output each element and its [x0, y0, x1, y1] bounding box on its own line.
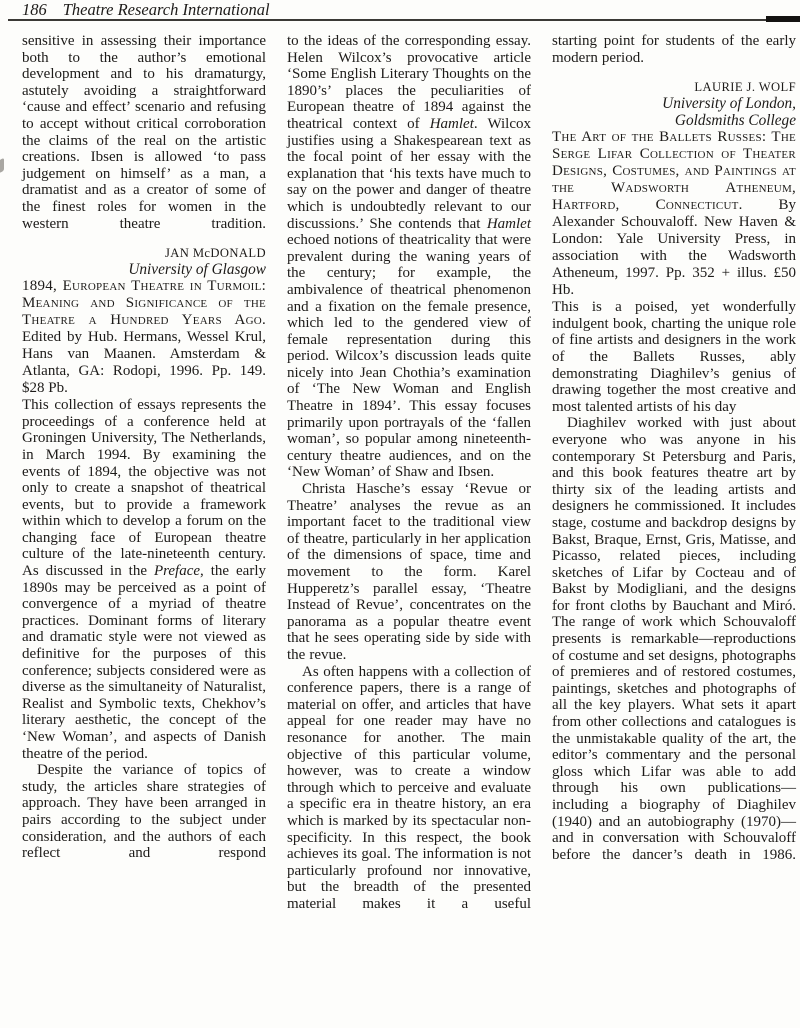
reviewer-affiliation-line1: University of London, — [662, 95, 796, 113]
journal-title: Theatre Research International — [62, 0, 270, 19]
turmoil-review-paragraph-3: to the ideas of the corresponding essay. Helen Wilcox’s provocative article ‘Some English Literary Thoughts on the 1890’s’ places the peculiarities of European theatre of 1894 against the theatrical context of Hamlet. Wilcox justifies using a Shakespearean text as the focal point of her essay with the explanation that ‘his texts have much to say on the power and danger of theatre which is undoubtedly relevant to our discussions.’ She contends that Hamlet echoed notions of theatricality that were prevalent during the waning years of the century; for example, the ambivalence of theatrical phenomenon and a fixation on the female presence, which led to the gendered view of female representation during this period. Wilcox’s discussion leads quite nicely into Jean Chothia’s examination of ‘The New Woman and English Theatre in 1894’. This essay focuses primarily upon portrayals of the ‘fallen woman’, so popular among nineteenth-century theatre audiences, and on the ‘New Woman’ of Shaw and Ibsen. — [287, 33, 531, 481]
ballets-review-paragraph-2: Diaghilev worked with just about everyone who was anyone in his contemporary St Petersburg and Paris, and this book features theatre art by thirty six of the leading artists and designers he commissioned. It includes stage, costume and backdrop designs by Bakst, Braque, Ernst, Gris, Matisse, and Picasso, related pieces, including sketches of Lifar by Cocteau and of Bakst by Modigliani, and the designs for front cloths by Bauchant and Miró. The range of work which Schouvaloff presents is remarkable—reproductions of costume and set designs, photographs of premieres and of restored costumes, paintings, sketches and photographs of all the key players. What sets it apart from other collections and catalogues is the unmistakable quality of the art, the editor’s commentary and the personal gloss which Lifar was able to add through his own publications—including a biography of Diaghilev (1940) and an autobiography (1970)—and in conversation with Schouvaloff before the dancer’s death in 1986. — [552, 415, 796, 863]
scan-artifact-rule-end — [766, 16, 800, 22]
book-heading-turmoil — [22, 278, 266, 397]
review-columns — [22, 33, 796, 912]
header-rule — [8, 19, 800, 21]
turmoil-review-paragraph-5: As often happens with a collection of conference papers, there is a range of material on offer, and articles that have appeal for one reader may have no resonance for another. The main objective of this particular volume, however, was to create a window through which to perceive and evaluate a specific era in theatre history, an era which is marked by its spectacular non-specificity. In this respect, the book achieves its goal. The information is not particularly profound nor innovative, but the breadth of the presented material makes it a useful — [287, 663, 531, 912]
reviewer-name: JAN McDONALD — [165, 246, 266, 261]
running-header — [22, 0, 270, 19]
reviewer-affiliation-line2: Goldsmiths College — [674, 112, 796, 130]
turmoil-review-paragraph-4: Christa Hasche’s essay ‘Revue or Theatre’ analyses the revue as an important facet to the traditional view of theatre, particularly in her application of the dimensions of space, time and movement to the form. Karel Hupperetz’s parallel essay, ‘Theatre Instead of Revue’, concentrates on the panorama as a popular theatre event that he sees operating side by side with the revue. — [287, 481, 531, 663]
turmoil-review-paragraph-2: Despite the variance of topics of study, the articles share strategies of approach. They have been arranged in pairs according to the subject under consideration, and the authors of each reflect and respond — [22, 762, 266, 862]
column-2 — [287, 33, 531, 912]
reviewer-name: LAURIE J. WOLF — [694, 80, 796, 95]
book-heading-ballets-russes — [552, 129, 796, 299]
book-title-smallcaps: 1894, European Theatre in Turmoil: Meaning and Significance of the Theatre a Hundred Years Ago. — [22, 278, 266, 329]
scan-artifact-left-edge — [0, 158, 4, 174]
book-publication-details: By Alexander Schouvaloff. New Haven & London: Yale University Press, in association with the Wadsworth Atheneum, 1997. Pp. 352 + illus. £50 Hb. — [552, 197, 796, 299]
reviewer-signature-wolf — [552, 79, 796, 129]
turmoil-review-paragraph-1: This collection of essays represents the proceedings of a conference held at Groningen University, The Netherlands, in March 1994. By examining the events of 1894, the objective was not only to create a snapshot of theatrical events, but to provide a framework within which to develop a forum on the changing face of European theatre culture of the late-nineteenth century. As discussed in the Preface, the early 1890s may be perceived as a point of convergence of a myriad of theatre practices. Dominant forms of literary and dramatic style were not viewed as definitive for the purposes of this conference; subjects considered were as diverse as the simultaneity of Naturalist, Realist and Symbolic texts, Chekhov’s literary aesthetic, the concept of the ‘New Woman’, and aspects of Danish theatre of the period. — [22, 397, 266, 762]
ibsen-review-closing-paragraph: sensitive in assessing their importance both to the author’s emotional development and to his dramaturgy, astutely avoiding a straightforward ‘cause and effect’ scenario and refusing to accept without critical corroboration the claims of the real on the artistic creations. Ibsen is allowed ‘to pass judgement on himself’ as a man, a dramatist and as a creator of some of the finest roles for women in the western theatre tradition. — [22, 33, 266, 232]
ballets-review-paragraph-1: This is a poised, yet wonderfully indulgent book, charting the unique role of fine artists and designers in the work of the Ballets Russes, ably demonstrating Diaghilev’s genius of drawing together the most creative and most talented artists of his day — [552, 299, 796, 415]
reviewer-signature-mcdonald — [22, 245, 266, 278]
reviewer-affiliation: University of Glasgow — [128, 261, 266, 279]
turmoil-review-closing-paragraph: starting point for students of the early modern period. — [552, 33, 796, 66]
column-3 — [552, 33, 796, 912]
book-publication-details: Edited by Hub. Hermans, Wessel Krul, Hans van Maanen. Amsterdam & Atlanta, GA: Rodopi, 1996. Pp. 149. $28 Pb. — [22, 329, 266, 397]
page-number: 186 — [22, 0, 47, 19]
column-1 — [22, 33, 266, 912]
book-title-smallcaps: The Art of the Ballets Russes: The Serge Lifar Collection of Theater Designs, Costumes, and Paintings at the Wadsworth Atheneum, Hartford, Connecticut. — [552, 129, 796, 214]
